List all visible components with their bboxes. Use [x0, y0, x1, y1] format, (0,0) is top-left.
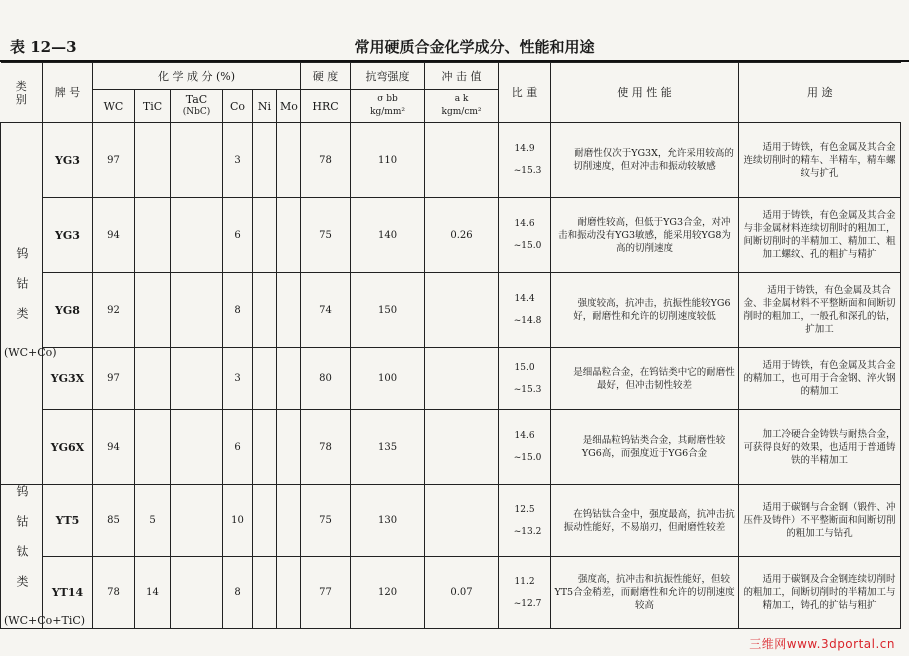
hardness-cell: 75 [301, 198, 351, 273]
sg-from: 15.0 [514, 362, 535, 373]
uses-cell: 适用于碳钢及合金钢连续切削时的粗加工，间断切削时的半精加工与精加工，铸孔的扩钻与粗扩 [739, 557, 901, 629]
wc-cell: 94 [93, 410, 135, 485]
impact-cell [425, 348, 499, 410]
grade-cell: YT5 [43, 485, 93, 557]
sg-to: ~15.3 [513, 384, 542, 395]
co-cell: 3 [223, 123, 253, 198]
tic-cell: 5 [135, 485, 171, 557]
co-cell: 6 [223, 410, 253, 485]
tac-cell [171, 348, 223, 410]
properties-cell: 是细晶粒合金，在钨钴类中它的耐磨性最好，但冲击韧性较差 [551, 348, 739, 410]
grade-cell: YG3X [43, 348, 93, 410]
page-header [0, 0, 909, 58]
uses-cell: 适用于铸铁，有色金属及其合金连续切削时的精车、半精车，精车螺纹与扩孔 [739, 123, 901, 198]
col-impact-unit [425, 90, 499, 123]
col-grade: 牌 号 [43, 63, 93, 123]
tic-cell [135, 273, 171, 348]
table-row [1, 557, 901, 629]
table-row [1, 123, 901, 198]
uses-cell: 适用于碳钢与合金钢（锻件、冲压件及铸件）不平整断面和间断切削的粗加工与钻孔 [739, 485, 901, 557]
wc-cell: 97 [93, 348, 135, 410]
grade-cell: YG6X [43, 410, 93, 485]
table-row [1, 485, 901, 557]
table-number: 表 12—3 [10, 38, 77, 56]
ni-cell [253, 485, 277, 557]
uses-cell: 加工冷硬合金铸铁与耐热合金，可获得良好的效果，也适用于普通铸铁的半精加工 [739, 410, 901, 485]
wc-cell: 85 [93, 485, 135, 557]
col-wc: WC [93, 90, 135, 123]
tic-cell [135, 348, 171, 410]
properties-cell: 是细晶粒钨钴类合金，其耐磨性较YG6高，而强度近于YG6合金 [551, 410, 739, 485]
sg-to: ~13.2 [513, 526, 542, 537]
impact-cell [425, 123, 499, 198]
co-cell: 6 [223, 198, 253, 273]
bending-cell: 140 [351, 198, 425, 273]
sg-from: 14.6 [514, 431, 535, 441]
tic-cell [135, 123, 171, 198]
mo-cell [277, 410, 301, 485]
properties-cell: 耐磨性较高，但低于YG3合金，对冲击和振动没有YG3敏感，能采用较YG8为高的切削速度 [551, 198, 739, 273]
table-row [1, 348, 901, 410]
col-ni: Ni [253, 90, 277, 123]
mo-cell [277, 485, 301, 557]
mo-cell [277, 123, 301, 198]
impact-symbol: a k [454, 94, 469, 104]
tac-cell [171, 198, 223, 273]
ni-cell [253, 123, 277, 198]
co-cell: 8 [223, 273, 253, 348]
specific-gravity-cell [499, 410, 551, 485]
properties-cell: 强度高，抗冲击和抗振性能好，但较YT5合金稍差，而耐磨性和允许的切削速度较高 [551, 557, 739, 629]
col-bending: 抗弯强度 [351, 63, 425, 90]
tac-cell [171, 485, 223, 557]
specific-gravity-cell [499, 485, 551, 557]
hardness-cell: 78 [301, 123, 351, 198]
tac-cell [171, 123, 223, 198]
ni-cell [253, 198, 277, 273]
specific-gravity-cell [499, 348, 551, 410]
bending-cell: 135 [351, 410, 425, 485]
sg-to: ~14.8 [513, 316, 542, 326]
properties-cell: 在钨钴钛合金中，强度最高，抗冲击抗振动性能好，不易崩刃，但耐磨性较差 [551, 485, 739, 557]
col-tac [171, 90, 223, 123]
sg-to: ~15.0 [513, 241, 542, 251]
bending-symbol: σ bb [377, 94, 398, 104]
carbide-spec-table [0, 62, 901, 629]
grade-cell: YG3 [43, 198, 93, 273]
category-label: 钨钴钛类 [15, 485, 29, 605]
uses-cell: 适用于铸铁，有色金属及其合金、非金属材料不平整断面和间断切削时的粗加工，一般孔和深孔的钻，扩加工 [739, 273, 901, 348]
grade-cell: YG3 [43, 123, 93, 198]
grade-cell: YG8 [43, 273, 93, 348]
col-category: 类 别 [1, 63, 43, 123]
sg-to: ~12.7 [513, 598, 542, 609]
co-cell: 8 [223, 557, 253, 629]
tic-cell [135, 410, 171, 485]
impact-cell [425, 410, 499, 485]
mo-cell [277, 557, 301, 629]
bending-unit: kg/mm² [370, 107, 405, 117]
ni-cell [253, 410, 277, 485]
tac-cell [171, 557, 223, 629]
sg-from: 14.4 [514, 294, 535, 304]
col-co: Co [223, 90, 253, 123]
co-cell: 3 [223, 348, 253, 410]
sg-from: 14.6 [514, 219, 535, 229]
properties-cell: 耐磨性仅次于YG3X，允许采用较高的切削速度，但对冲击和振动较敏感 [551, 123, 739, 198]
mo-cell [277, 273, 301, 348]
specific-gravity-cell [499, 273, 551, 348]
watermark: 三维网www.3dportal.cn [749, 637, 895, 651]
col-tac-sub: (NbC) [182, 107, 211, 117]
bending-cell: 130 [351, 485, 425, 557]
category-label: 钨钴类 [15, 247, 29, 337]
specific-gravity-cell [499, 123, 551, 198]
specific-gravity-cell [499, 198, 551, 273]
specific-gravity-cell [499, 557, 551, 629]
tic-cell [135, 198, 171, 273]
tic-cell: 14 [135, 557, 171, 629]
sg-to: ~15.0 [513, 453, 542, 463]
impact-cell: 0.26 [425, 198, 499, 273]
uses-cell: 适用于铸铁，有色金属及其合金的精加工，也可用于合金钢、淬火钢的精加工 [739, 348, 901, 410]
bending-cell: 150 [351, 273, 425, 348]
col-tac-label: TaC [185, 93, 208, 106]
wc-cell: 94 [93, 198, 135, 273]
category-cell [1, 123, 57, 485]
bending-cell: 110 [351, 123, 425, 198]
col-mo: Mo [277, 90, 301, 123]
impact-unit: kgm/cm² [441, 107, 482, 117]
co-cell: 10 [223, 485, 253, 557]
hardness-cell: 77 [301, 557, 351, 629]
mo-cell [277, 198, 301, 273]
spec-body [1, 123, 901, 629]
impact-cell [425, 273, 499, 348]
col-hardness: 硬 度 [301, 63, 351, 90]
col-hrc: HRC [301, 90, 351, 123]
tac-cell [171, 410, 223, 485]
hardness-cell: 80 [301, 348, 351, 410]
col-composition: 化 学 成 分 (%) [93, 63, 301, 90]
sg-to: ~15.3 [513, 166, 542, 176]
category-formula: (WC+Co) [4, 346, 57, 359]
hardness-cell: 78 [301, 410, 351, 485]
col-properties: 使 用 性 能 [551, 63, 739, 123]
ni-cell [253, 348, 277, 410]
col-bending-unit [351, 90, 425, 123]
hardness-cell: 75 [301, 485, 351, 557]
mo-cell [277, 348, 301, 410]
table-row [1, 273, 901, 348]
tac-cell [171, 273, 223, 348]
impact-cell [425, 485, 499, 557]
col-uses: 用 途 [739, 63, 901, 123]
properties-cell: 强度较高，抗冲击，抗振性能较YG6好，耐磨性和允许的切削速度较低 [551, 273, 739, 348]
table-title: 常用硬质合金化学成分、性能和用途 [354, 38, 595, 56]
sg-from: 14.9 [514, 144, 535, 154]
sg-from: 12.5 [514, 504, 535, 515]
wc-cell: 92 [93, 273, 135, 348]
sg-from: 11.2 [514, 576, 535, 587]
col-impact: 冲 击 值 [425, 63, 499, 90]
wc-cell: 97 [93, 123, 135, 198]
category-formula: (WC+Co+TiC) [4, 614, 86, 627]
table-row [1, 198, 901, 273]
bending-cell: 100 [351, 348, 425, 410]
table-row [1, 410, 901, 485]
ni-cell [253, 273, 277, 348]
col-tic: TiC [135, 90, 171, 123]
ni-cell [253, 557, 277, 629]
bending-cell: 120 [351, 557, 425, 629]
uses-cell: 适用于铸铁，有色金属及其合金与非金属材料连续切削时的粗加工，间断切削时的半精加工、精加工、粗加工螺纹、孔的粗扩与精扩 [739, 198, 901, 273]
col-specific-gravity: 比 重 [499, 63, 551, 123]
hardness-cell: 74 [301, 273, 351, 348]
grade-cell: YT14 [43, 557, 93, 629]
impact-cell: 0.07 [425, 557, 499, 629]
wc-cell: 78 [93, 557, 135, 629]
